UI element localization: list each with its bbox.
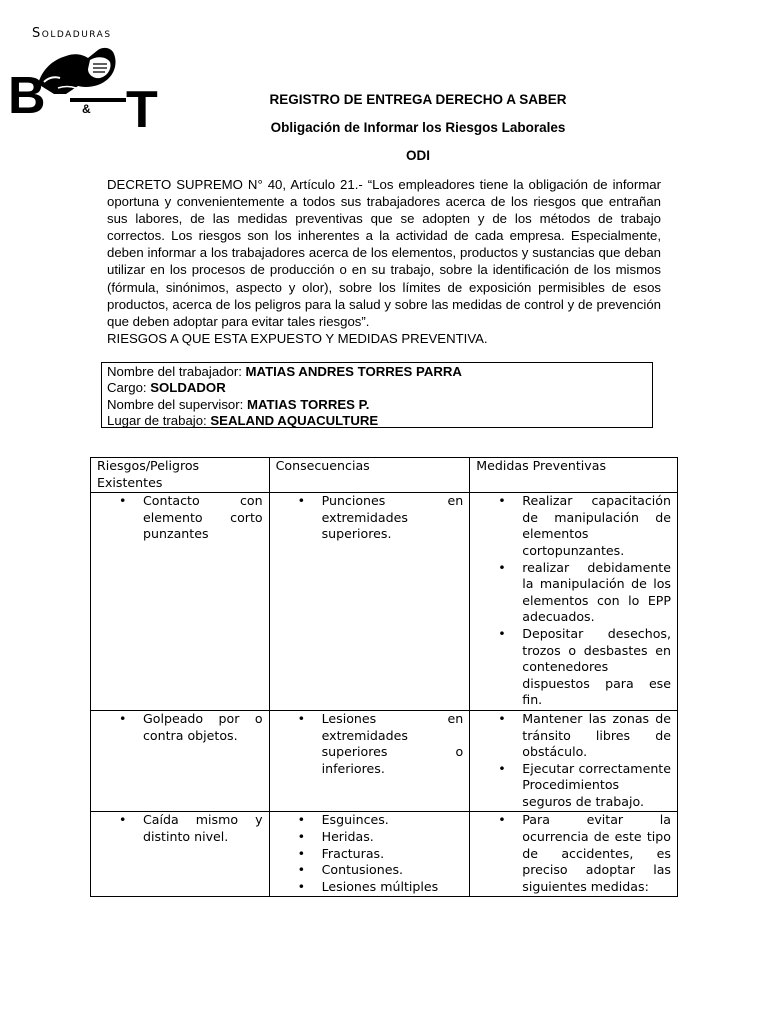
decree-closing: RIESGOS A QUE ESTA EXPUESTO Y MEDIDAS PREVENTIVA. [107, 330, 488, 346]
list-item: • Ejecutar correctamente Procedimientos seguros de trabajo. [522, 761, 671, 811]
risk-table [90, 457, 678, 897]
list-item: • Lesiones en extremidades superiores o inferiores. [322, 711, 464, 777]
decree-paragraph [107, 176, 661, 347]
worker-label: Nombre del trabajador: [107, 364, 246, 379]
list-item: • Golpeado por o contra objetos. [143, 711, 263, 744]
decree-text: DECRETO SUPREMO N° 40, Artículo 21.- “Los empleadores tiene la obligación de informar oportuna y convenientemente a todos sus trabajadores acerca de los riesgos que entrañan sus labores, de las medidas preventivas que se adopten y de los métodos de trabajo correctos. Los riesgos son los inherentes a la actividad de cada empresa. Especialmente, deben informar a los trabajadores acerca de los elementos, productos y sustancias que deban utilizar en los procesos de producción o en su trabajo, sobre la identificación de los mismos (fórmula, sinónimos, aspecto y olor), sobre los límites de exposición permisibles de esos productos, acerca de los peligros para la salud y sobre las medidas de control y de prevención que deben adoptar para evitar tales riesgos”. [107, 177, 661, 329]
document-subtitle: Obligación de Informar los Riesgos Laborales [270, 120, 566, 135]
logo-letter-b: B [8, 67, 46, 125]
header-risks: Riesgos/Peligros Existentes [91, 458, 270, 493]
position-row [107, 380, 647, 396]
list-item: • Fracturas. [322, 846, 464, 863]
list-item: • Lesiones múltiples [322, 879, 464, 896]
company-logo [8, 22, 178, 144]
risks-cell [91, 710, 270, 812]
supervisor-row [107, 397, 647, 413]
header-measures: Medidas Preventivas [470, 458, 678, 493]
consequences-cell [269, 710, 470, 812]
list-item: • Contacto con elemento corto punzantes [143, 493, 263, 543]
list-item: • Para evitar la ocurrencia de este tipo de accidentes, es preciso adoptar las siguientes medidas: [522, 812, 671, 895]
table-row [91, 710, 678, 812]
worker-row [107, 364, 647, 380]
header-consequences: Consecuencias [269, 458, 470, 493]
risks-cell [91, 493, 270, 711]
risks-cell [91, 812, 270, 897]
document-code: ODI [405, 148, 430, 163]
consequences-cell [269, 493, 470, 711]
list-item: • Contusiones. [322, 862, 464, 879]
logo-letter-t: T [126, 81, 158, 139]
document-title: REGISTRO DE ENTREGA DERECHO A SABER [269, 92, 567, 107]
list-item: • Depositar desechos, trozos o desbastes en contenedores dispuestos para ese fin. [522, 626, 671, 709]
table-header-row [91, 458, 678, 493]
logo-brand-text: Soldaduras [32, 26, 112, 41]
worker-value: MATIAS ANDRES TORRES PARRA [245, 364, 462, 379]
consequences-cell [269, 812, 470, 897]
workplace-row [107, 413, 647, 429]
list-item: • Punciones en extremidades superiores. [322, 493, 464, 543]
measures-cell [470, 710, 678, 812]
workplace-label: Lugar de trabajo: [107, 413, 211, 429]
worker-info-box [101, 362, 653, 428]
supervisor-value: MATIAS TORRES P. [247, 396, 370, 412]
table-row [91, 812, 678, 897]
supervisor-label: Nombre del supervisor: [107, 396, 247, 412]
list-item: • Esguinces. [322, 812, 464, 829]
position-value: SOLDADOR [150, 380, 226, 396]
table-row [91, 493, 678, 711]
logo-ampersand: & [82, 102, 91, 116]
list-item: • Heridas. [322, 829, 464, 846]
measures-cell [470, 493, 678, 711]
list-item: • Mantener las zonas de tránsito libres de obstáculo. [522, 711, 671, 761]
list-item: • Caída mismo y distinto nivel. [143, 812, 263, 845]
list-item: • realizar debidamente la manipulación de los elementos con lo EPP adecuados. [522, 560, 671, 626]
measures-cell [470, 812, 678, 897]
list-item: • Realizar capacitación de manipulación de elementos cortopunzantes. [522, 493, 671, 559]
workplace-value: SEALAND AQUACULTURE [210, 413, 379, 429]
position-label: Cargo: [107, 380, 151, 396]
